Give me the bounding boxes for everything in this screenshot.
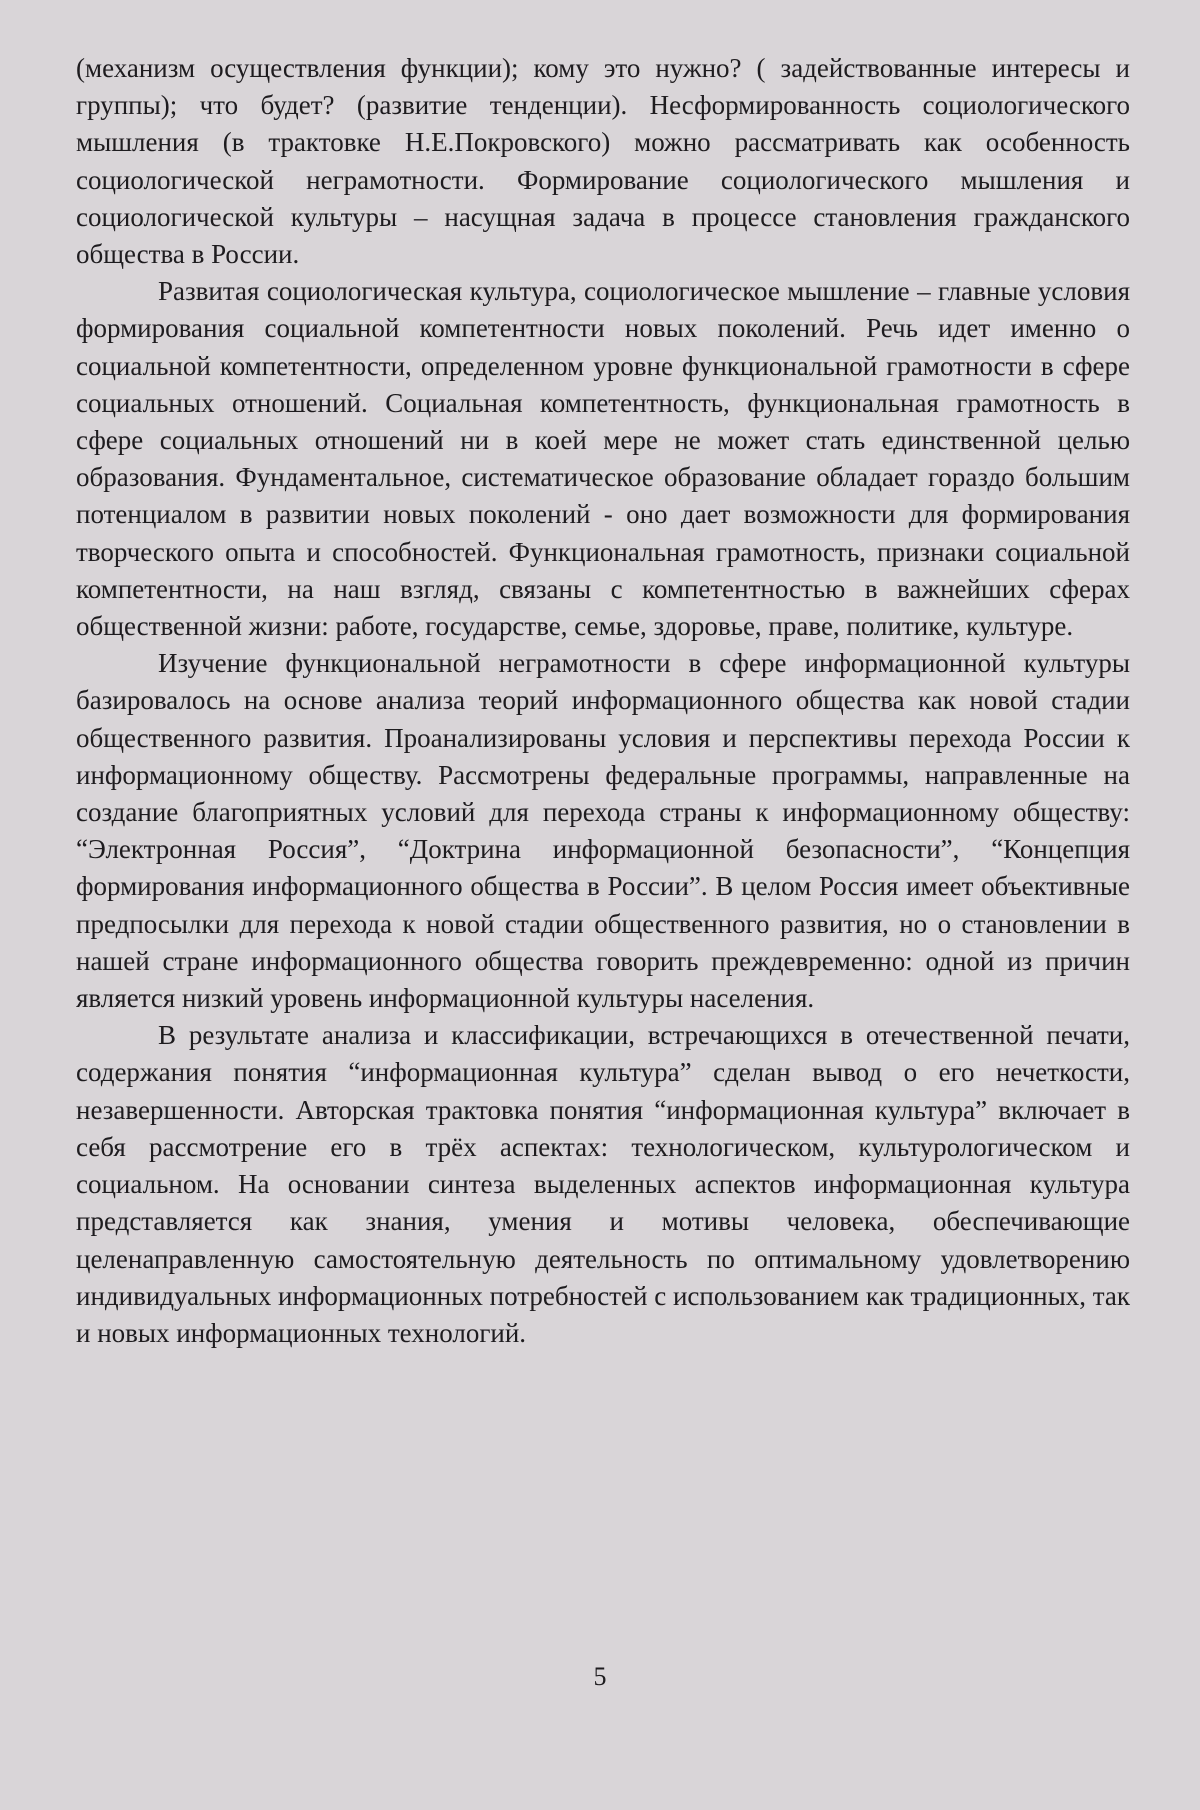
paragraph-1: (механизм осуществления функции); кому это нужно? ( задействованные интересы и группы); что будет? (развитие тенденции). Несформированность социологического мышления (в трактовке Н.Е.Покровского) можно рассматривать как особенность социологической неграмотности. Формирование социологического мышления и социологической культуры – насущная задача в процессе становления гражданского общества в России. [76, 53, 1130, 270]
page-number: 5 [593, 1662, 607, 1691]
paragraph-3: Изучение функциональной неграмотности в сфере информационной культуры базировалось на основе анализа теорий информационного общества как новой стадии общественного развития. Проанализированы условия и перспективы перехода России к информационному обществу. Рассмотрены федеральные программы, направленные на создание благоприятных условий для перехода страны к информационному обществу: “Электронная Россия”, “Доктрина информационной безопасности”, “Концепция формирования информационного общества в России”. В целом Россия имеет объективные предпосылки для перехода к новой стадии общественного развития, но о становлении в нашей стране информационного общества говорить преждевременно: одной из причин является низкий уровень информационной культуры населения. [76, 648, 1130, 1014]
paragraph-2: Развитая социологическая культура, социологическое мышление – главные условия формирования социальной компетентности новых поколений. Речь идет именно о социальной компетентности, определенном уровне функциональной грамотности в сфере социальных отношений. Социальная компетентность, функциональная грамотность в сфере социальных отношений ни в коей мере не может стать единственной целью образования. Фундаментальное, систематическое образование обладает гораздо большим потенциалом в развитии новых поколений - оно дает возможности для формирования творческого опыта и способностей. Функциональная грамотность, признаки социальной компетентности, на наш взгляд, связаны с компетентностью в важнейших сферах общественной жизни: работе, государстве, семье, здоровье, праве, политике, культуре. [76, 276, 1130, 642]
body-text [76, 50, 1130, 1352]
paragraph-4: В результате анализа и классификации, встречающихся в отечественной печати, содержания понятия “информационная культура” сделан вывод о его нечеткости, незавершенности. Авторская трактовка понятия “информационная культура” включает в себя рассмотрение его в трёх аспектах: технологическом, культурологическом и социальном. На основании синтеза выделенных аспектов информационная культура представляется как знания, умения и мотивы человека, обеспечивающие целенаправленную самостоятельную деятельность по оптимальному удовлетворению индивидуальных информационных потребностей с использованием как традиционных, так и новых информационных технологий. [76, 1020, 1130, 1348]
